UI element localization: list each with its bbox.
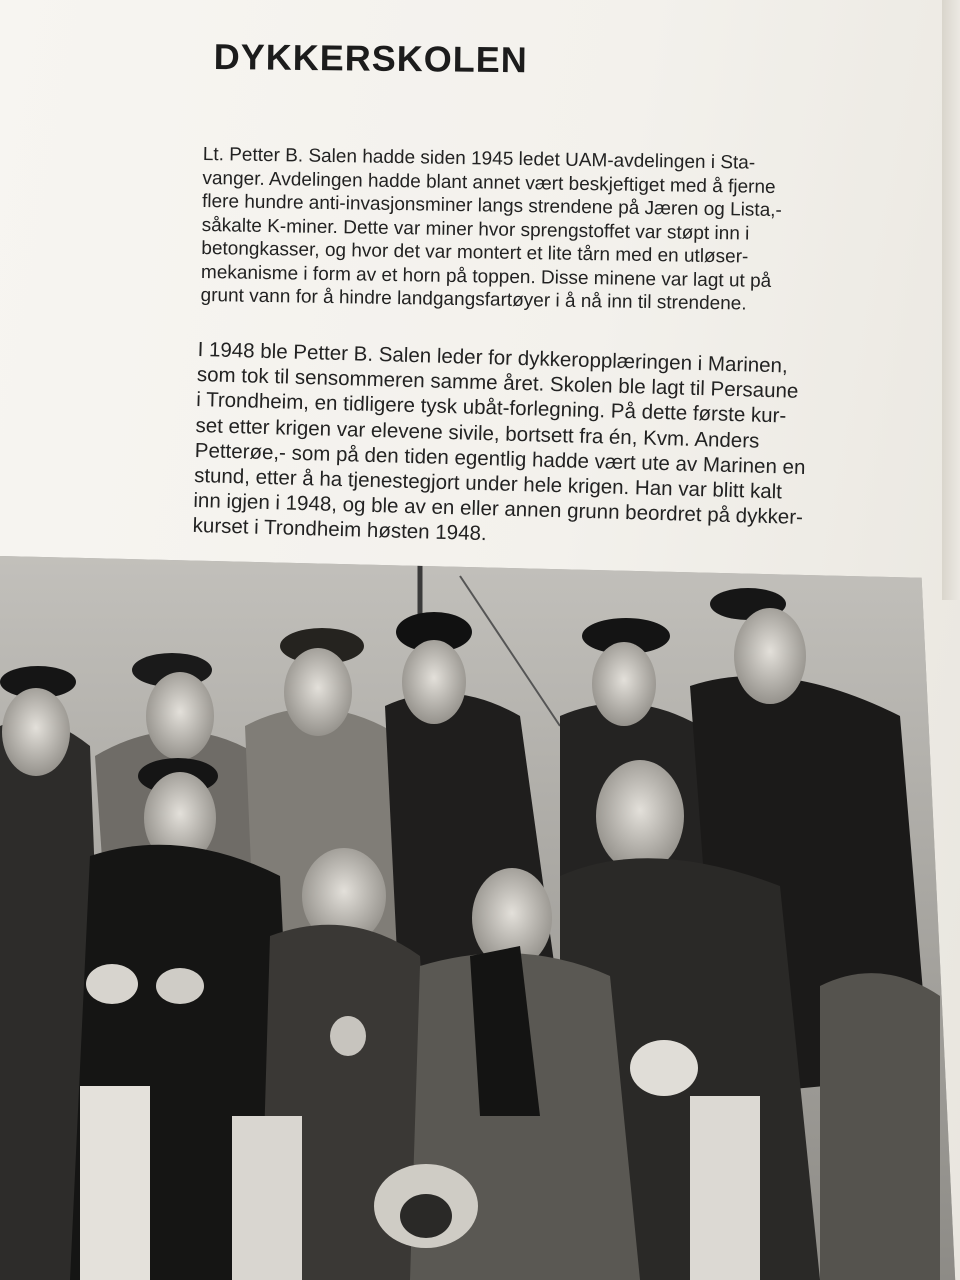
paragraph-1: Lt. Petter B. Salen hadde siden 1945 ledet UAM-avdelingen i Sta- vanger. Avdelingen hadde blant annet vært beskjeftiget med å fjerne flere hundre anti-invasjonsminer langs strendene på Jæren og Lista,- såkalte K-miner. Dette var miner hvor sprengstoffet var støpt inn i betongkasser, og hvor det var montert et lite tårn med en utløser- mekanisme i form av et horn på toppen. Disse minene var lagt ut på grunt vann for å hindre landgangsfartøyer i å nå inn til strendene. (200, 143, 783, 315)
page-title: DYKKERSKOLEN (213, 36, 529, 81)
group-photo-image (0, 556, 960, 1280)
page-edge (942, 0, 960, 600)
group-photo (0, 556, 960, 1280)
paragraph-2: I 1948 ble Petter B. Salen leder for dykkeropplæringen i Marinen, som tok til sensommeren samme året. Skolen ble lagt til Persaune i Trondheim, en tidligere tysk ubåt-forlegning. På dette første kur- set etter krigen var elevene sivile, bortsett fra én, Kvm. Anders Petterøe,- som på den tiden egentlig hadde vært ute av Marinen en stund, etter å ha tjenestegjort under hele krigen. Han var blitt kalt inn igjen i 1948, og ble av en eller annen grunn beordret på dykker- kurset i Trondheim høsten 1948. (192, 337, 806, 546)
